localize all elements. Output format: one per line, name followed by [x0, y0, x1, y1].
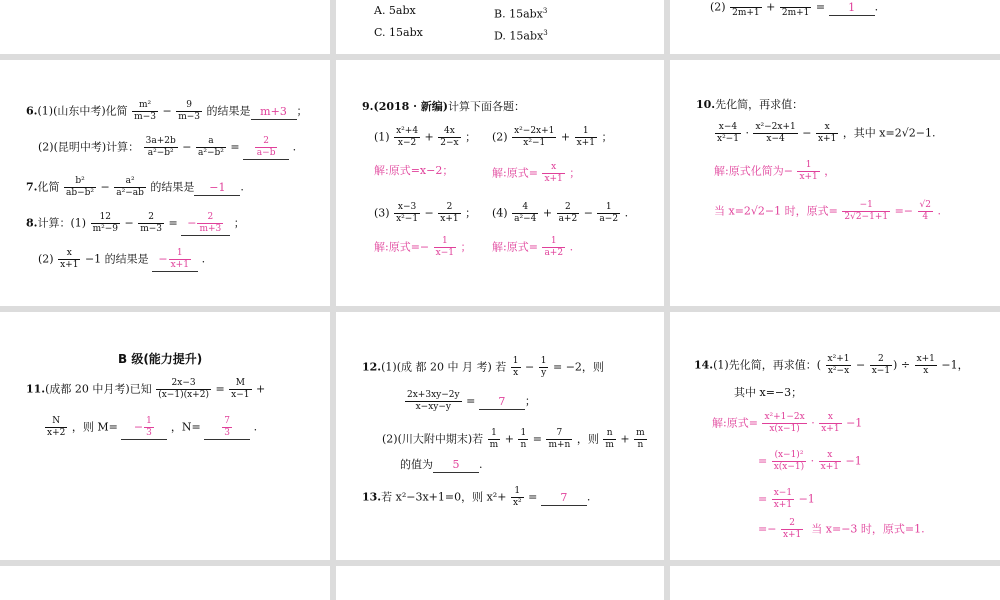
q9-solution4: 解:原式= $\frac{1}{a+2}$ . — [492, 236, 574, 258]
option-b: B. 15abx$^3$ — [494, 7, 548, 21]
panel-q12-q13 — [336, 312, 664, 560]
q13: 13.若 x²−3x+1=0，则 x²+ $\frac{1}{\text{x²}}$ = 7 . — [362, 486, 591, 508]
q9-title: 9.(2018 · 新编)计算下面各题： — [362, 100, 525, 113]
q9-solution3: 解:原式=− $\frac{1}{x-1}$ ； — [374, 236, 472, 258]
panel-bottom-left — [0, 566, 330, 600]
q8-answer1: − $\frac{2}{m+3}$ — [181, 212, 230, 236]
q6-answer1: m+3 — [251, 105, 297, 120]
q13-answer: 7 — [541, 491, 587, 506]
section-b-title: B 级(能力提升) — [118, 352, 203, 366]
panel-top-left — [0, 0, 330, 54]
q9-solution2: 解:原式= $\frac{x}{x+1}$ ； — [492, 162, 581, 184]
q6-answer2: $\frac{2}{a-b}$ — [243, 136, 289, 160]
q14-problem: 14.(1)先化简，再求值：( $\frac{\text{x²+1}}{\text{x²−x}}$ − $\frac{2}{x-1}$ ) ÷ $\frac{x+1}{x}$ −1， — [694, 354, 969, 376]
q9-part3: (3) $\frac{x-3}{\text{x²−1}}$ − $\frac{2}{x+1}$ ； — [374, 202, 477, 224]
q9-part2: (2) $\frac{\text{x²−2x+1}}{\text{x²−1}}$ + $\frac{1}{x+1}$ ； — [492, 126, 613, 148]
q9-part4: (4) $\frac{4}{\text{a²−4}}$ + $\frac{2}{a+2}$ − $\frac{1}{a-2}$ . — [492, 202, 629, 224]
q7-answer: −1 — [194, 181, 240, 196]
q14-step1: 解:原式= $\frac{\text{x²+1−2x}}{x(x-1)}$ · $\frac{x}{x+1}$ −1 — [712, 412, 863, 434]
panel-bottom-middle — [336, 566, 664, 600]
q11-line1: 11.(成都 20 中月考)已知 $\frac{2x-3}{(x-1)(x+2)}$ = $\frac{M}{x-1}$ + — [26, 378, 266, 400]
q12-part2: (2)(川大附中期末)若 $\frac{1}{m}$ + $\frac{1}{n}$ = $\frac{7}{m+n}$ ，则 $\frac{n}{m}$ + $\frac{m}{n}$ — [382, 428, 645, 450]
panel-q10 — [670, 60, 1000, 306]
panel-q9 — [336, 60, 664, 306]
q9-part1: (1) $\frac{\text{x²+4}}{x-2}$ + $\frac{4x}{2-x}$ ； — [374, 126, 477, 148]
q12-part1-expression: $\frac{2x+3xy-2y}{x-xy-y}$ = 7 ； — [407, 390, 536, 412]
q7: 7.化简 $\frac{\text{b²}}{\text{ab−b²}}$ − $\frac{\text{a²}}{\text{a²−ab}}$ 的结果是 −1 . — [26, 176, 244, 198]
q8-part2: (2) $\frac{x}{x+1}$ −1 的结果是 − $\frac{1}{x+1}$ . — [38, 248, 206, 270]
q9-solution1: 解:原式=x−2； — [374, 164, 454, 177]
q12-answer2: 5 — [433, 458, 479, 473]
q14-step2: = $\frac{\text{(x−1)²}}{x(x-1)}$ · $\frac{x}{x+1}$ −1 — [758, 450, 862, 472]
top-right-fraction-line: (2) 2m+1 + 2m+1 = 1 . — [710, 0, 878, 19]
panel-q11 — [0, 312, 330, 560]
q11-line2: $\frac{N}{x+2}$ ，则 M= − $\frac{1}{3}$ ，N= $\frac{7}{3}$ . — [47, 416, 258, 438]
q8-answer2: − $\frac{1}{x+1}$ — [152, 248, 198, 272]
q11-answer-m: − $\frac{1}{3}$ — [121, 416, 167, 440]
q10-expression: $\frac{x-4}{\text{x²−1}}$ · $\frac{\text{x²−2x+1}}{x-4}$ − $\frac{x}{x+1}$ ，其中 x=2√2−1. — [717, 122, 936, 144]
option-a: A. 5abx — [374, 4, 416, 17]
option-c: C. 15abx — [374, 26, 423, 39]
q10-solution1: 解:原式化简为− $\frac{1}{x+1}$ ， — [714, 160, 836, 182]
q6-part1: 6.(1)(山东中考)化简 $\frac{\text{m²}}{m-3}$ − $\frac{9}{m-3}$ 的结果是 m+3 ； — [26, 100, 308, 122]
q10-solution2: 当 x=2√2−1 时，原式= $\frac{-1}{2√2-1+1}$ =− $\frac{√2}{4}$ . — [714, 200, 941, 222]
option-d: D. 15abx$^3$ — [494, 29, 548, 43]
panel-q6-q8 — [0, 60, 330, 306]
q14-step3: = $\frac{x-1}{x+1}$ −1 — [758, 488, 815, 510]
q10-title: 10.先化简，再求值： — [696, 98, 804, 111]
panel-bottom-right — [670, 566, 1000, 600]
panel-q14 — [670, 312, 1000, 560]
panel-top-middle — [336, 0, 664, 54]
q12-part2-value: 的值为 5 . — [400, 458, 483, 471]
q12-part1: 12.(1)(成 都 20 中 月 考) 若 $\frac{1}{x}$ − $\frac{1}{y}$ = −2，则 — [362, 356, 604, 378]
panel-top-right — [670, 0, 1000, 54]
q14-step4: =− $\frac{2}{x+1}$ 当 x=−3 时，原式=1. — [758, 518, 925, 540]
q14-condition: 其中 x=−3； — [734, 386, 803, 399]
q12-answer1: 7 — [479, 395, 525, 410]
q8-part1: 8.计算：(1) $\frac{12}{\text{m²−9}}$ − $\frac{2}{m-3}$ = − $\frac{2}{m+3}$ ； — [26, 212, 245, 234]
q11-answer-n: $\frac{7}{3}$ — [204, 416, 250, 440]
q6-part2: (2)(昆明中考)计算： $\frac{3a+2b}{\text{a²−b²}}$ − $\frac{a}{\text{a²−b²}}$ = $\frac{2}{a-b}$ . — [38, 136, 297, 158]
